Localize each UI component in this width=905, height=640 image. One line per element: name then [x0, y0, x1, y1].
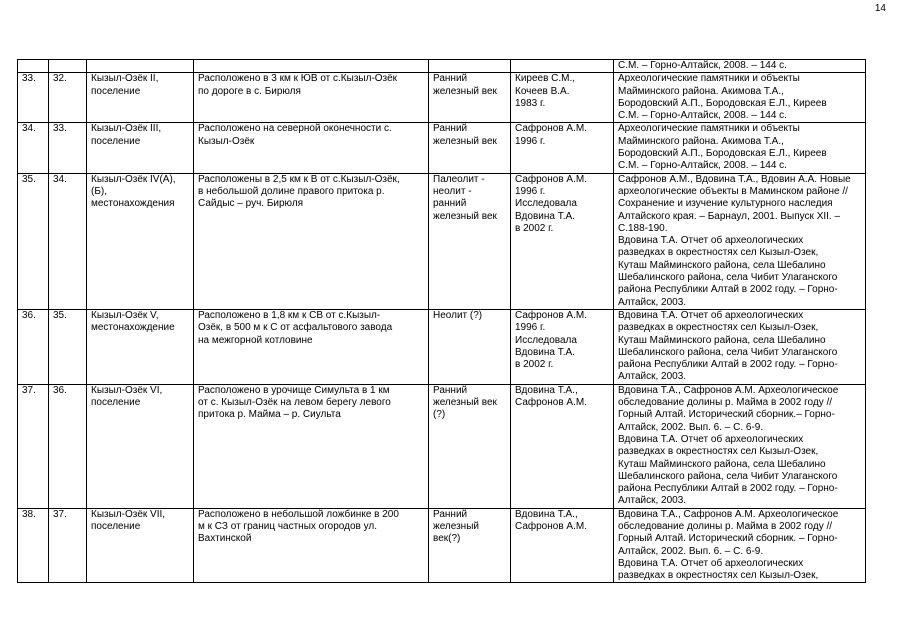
cell-site-name: Кызыл-Озёк VI, поселение: [87, 384, 194, 508]
cell-author: Сафронов А.М. 1996 г. Исследовала Вдовина Т.А. в 2002 г.: [511, 309, 614, 384]
cell-sub-number: 34.: [49, 173, 87, 309]
cell-sub-number: 36.: [49, 384, 87, 508]
cell-location: Расположено в урочище Симульта в 1 км от с. Кызыл-Озёк на левом берегу левого притока р. Майма – р. Сиульта: [194, 384, 429, 508]
cell-empty: [194, 60, 429, 73]
cell-location: Расположено в 1,8 км к СВ от с.Кызыл- Озёк, в 500 м к С от асфальтового завода на межгорной котловине: [194, 309, 429, 384]
cell-period: Ранний железный век: [429, 73, 511, 123]
cell-author: Сафронов А.М. 1996 г.: [511, 123, 614, 173]
cell-site-name: Кызыл-Озёк IV(А), (Б), местонахождения: [87, 173, 194, 309]
table-row: [18, 173, 866, 309]
cell-sub-number: 35.: [49, 309, 87, 384]
table-row: [18, 123, 866, 173]
cell-site-name: Кызыл-Озёк III, поселение: [87, 123, 194, 173]
cell-period: Палеолит - неолит - ранний железный век: [429, 173, 511, 309]
cell-period: Ранний железный век: [429, 123, 511, 173]
table-row: [18, 73, 866, 123]
sites-table: [17, 59, 866, 583]
cell-empty: [18, 60, 49, 73]
cell-sub-number: 37.: [49, 508, 87, 583]
cell-author: Киреев С.М., Кочеев В.А. 1983 г.: [511, 73, 614, 123]
table-row: [18, 309, 866, 384]
cell-sources: Вдовина Т.А., Сафронов А.М. Археологическое обследование долины р. Майма в 2002 году // Горный Алтай. Исторический сборник. – Горно- Алтайск, 2002. Вып. 6. – С. 6-9. Вдовина Т.А. Отчет об археологических разведках в окрестностях сел Кызыл-Озек,: [614, 508, 866, 583]
cell-site-name: Кызыл-Озёк VII, поселение: [87, 508, 194, 583]
table-row: [18, 508, 866, 583]
cell-number: 38.: [18, 508, 49, 583]
cell-sources-continued: С.М. – Горно-Алтайск, 2008. – 144 с.: [614, 60, 866, 73]
cell-period: Неолит (?): [429, 309, 511, 384]
continuation-row: [18, 60, 866, 73]
cell-number: 35.: [18, 173, 49, 309]
cell-sources: Сафронов А.М., Вдовина Т.А., Вдовин А.А. Новые археологические объекты в Маминском районе // Сохранение и изучение культурного наследия Алтайского края. – Барнаул, 2001. Выпуск XII. – С.188-190. Вдовина Т.А. Отчет об археологических разведках в окрестностях сел Кызыл-Озек, Куташ Майминского района, села Шебалино Шебалинского района, села Чибит Улаганского района Республики Алтай в 2002 году. – Горно- Алтайск, 2003.: [614, 173, 866, 309]
cell-sources: Вдовина Т.А., Сафронов А.М. Археологическое обследование долины р. Майма в 2002 году // Горный Алтай. Исторический сборник.– Горно- Алтайск, 2002. Вып. 6. – С. 6-9. Вдовина Т.А. Отчет об археологических разведках в окрестностях сел Кызыл-Озек, Куташ Майминского района, села Шебалино Шебалинского района, села Чибит Улаганского района Республики Алтай в 2002 году. – Горно- Алтайск, 2003.: [614, 384, 866, 508]
page-number: 14: [874, 3, 886, 14]
cell-sub-number: 33.: [49, 123, 87, 173]
cell-location: Расположены в 2,5 км к В от с.Кызыл-Озёк, в небольшой долине правого притока р. Сайдыс – руч. Бирюля: [194, 173, 429, 309]
table-row: [18, 384, 866, 508]
cell-period: Ранний железный век (?): [429, 384, 511, 508]
table-body: [18, 60, 866, 583]
cell-author: Сафронов А.М. 1996 г. Исследовала Вдовина Т.А. в 2002 г.: [511, 173, 614, 309]
cell-location: Расположено в 3 км к ЮВ от с.Кызыл-Озёк по дороге в с. Бирюля: [194, 73, 429, 123]
cell-site-name: Кызыл-Озёк V, местонахождение: [87, 309, 194, 384]
cell-sub-number: 32.: [49, 73, 87, 123]
cell-location: Расположено на северной оконечности с. Кызыл-Озёк: [194, 123, 429, 173]
cell-author: Вдовина Т.А., Сафронов А.М.: [511, 508, 614, 583]
cell-author: Вдовина Т.А., Сафронов А.М.: [511, 384, 614, 508]
cell-period: Ранний железный век(?): [429, 508, 511, 583]
cell-empty: [429, 60, 511, 73]
cell-number: 37.: [18, 384, 49, 508]
cell-number: 33.: [18, 73, 49, 123]
cell-sources: Археологические памятники и объекты Майминского района. Акимова Т.А., Бородовский А.П., Бородовская Е.Л., Киреев С.М. – Горно-Алтайск, 2008. – 144 с.: [614, 123, 866, 173]
cell-empty: [49, 60, 87, 73]
cell-site-name: Кызыл-Озёк II, поселение: [87, 73, 194, 123]
cell-number: 34.: [18, 123, 49, 173]
cell-sources: Археологические памятники и объекты Майминского района. Акимова Т.А., Бородовский А.П., Бородовская Е.Л., Киреев С.М. – Горно-Алтайск, 2008. – 144 с.: [614, 73, 866, 123]
cell-sources: Вдовина Т.А. Отчет об археологических разведках в окрестностях сел Кызыл-Озек, Куташ Майминского района, села Шебалино Шебалинского района, села Чибит Улаганского района Республики Алтай в 2002 году. – Горно- Алтайск, 2003.: [614, 309, 866, 384]
cell-empty: [511, 60, 614, 73]
cell-number: 36.: [18, 309, 49, 384]
cell-empty: [87, 60, 194, 73]
cell-location: Расположено в небольшой ложбинке в 200 м к СЗ от границ частных огородов ул. Вахтинской: [194, 508, 429, 583]
